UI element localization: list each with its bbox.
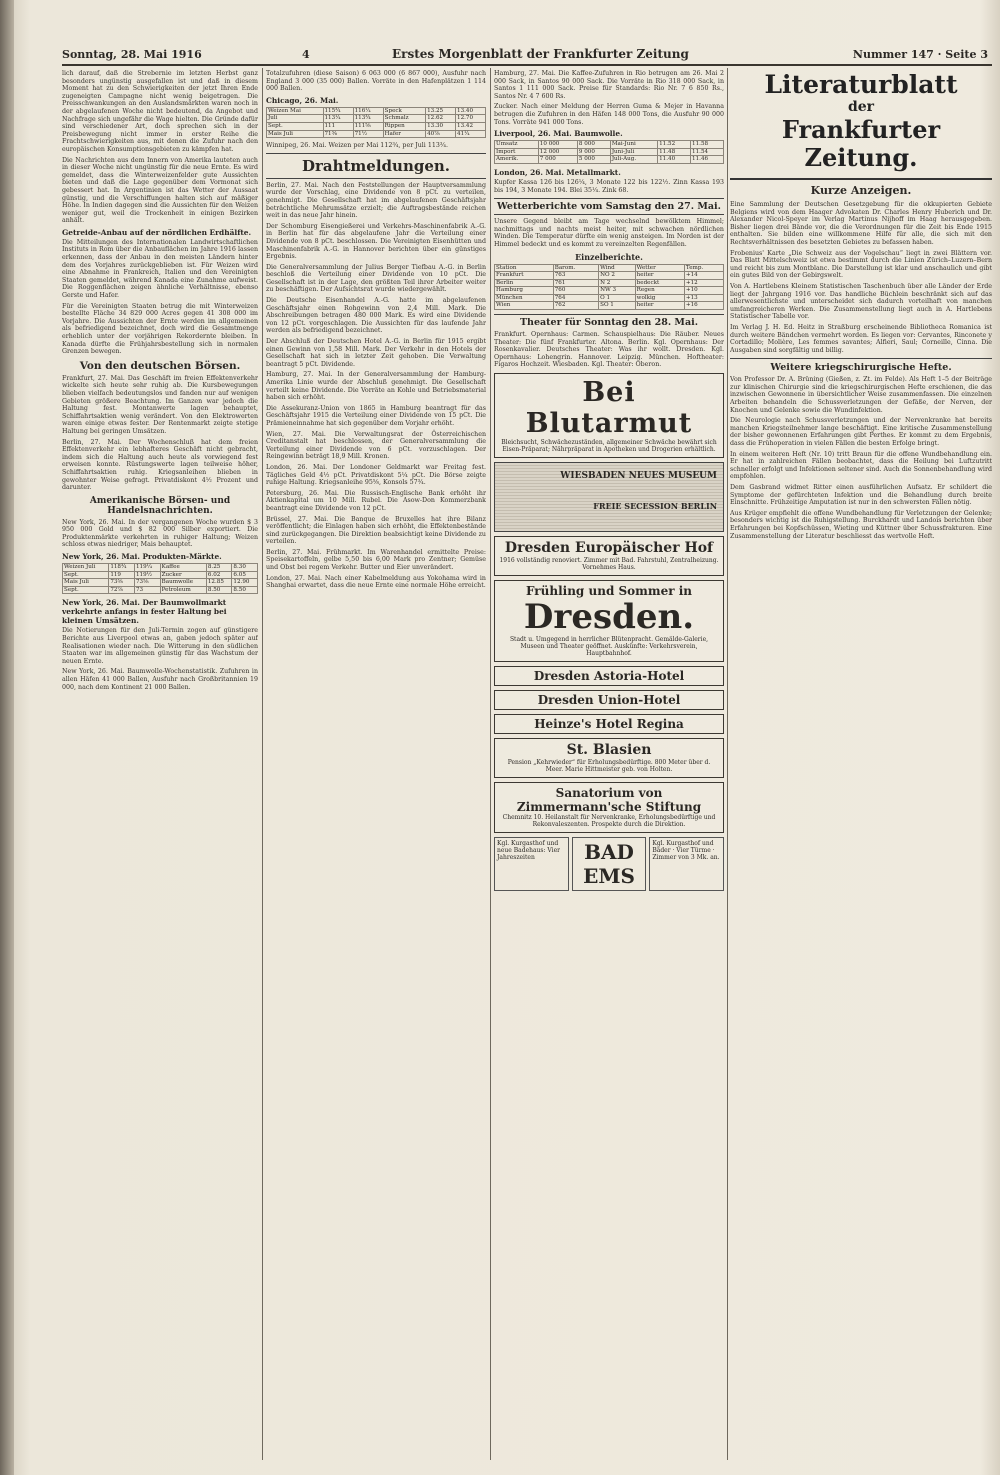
ad-text: Kgl. Kurgasthof und neue Badehaus: Vier Jahreszeiten xyxy=(494,837,569,891)
market-table-chicago xyxy=(266,107,486,138)
ad-wiesbaden-museum xyxy=(494,462,724,532)
section-title-theater: Theater für Sonntag den 28. Mai. xyxy=(494,314,724,328)
table-row: Sept. 72⅞ 73 Petroleum 8.50 8.50 xyxy=(63,586,258,594)
ad-hotel-regina xyxy=(494,714,724,734)
section-title-wetter: Wetterberichte vom Samstag den 27. Mai. xyxy=(494,198,724,215)
column-4 xyxy=(730,70,992,1460)
market-table-liverpool xyxy=(494,140,724,164)
ad-text: 1916 vollständig renoviert. Zimmer mit Bad. Fahrstuhl, Zentralheizung. Vornehmes Haus. xyxy=(499,556,719,572)
article-paragraph: Frankfurt. Opernhaus: Carmen. Schauspielhaus: Die Räuber. Neues Theater: Die fünf Frankfurter. Altona. Berlin. Kgl. Opernhaus: Der Rosenkavalier. Deutsches Theater: Was ihr wollt. Dresden. Kgl. Opernhaus: Lohengrin. Hannover. Leipzig. München. Hoftheater: Figaros Hochzeit. Wiesbaden. Kgl. Theater: Oberon. xyxy=(494,331,724,369)
section-title-amerika: Amerikanische Börsen- und Handelsnachrichten. xyxy=(89,495,231,516)
ad-headline: Sanatorium von Zimmermann'sche Stiftung xyxy=(516,785,702,814)
section-title-drahtmeldungen: Drahtmeldungen. xyxy=(266,153,486,179)
ad-text: Chemnitz 10. Heilanstalt für Nervenkranke, Erholungsbedürftige und Rekonvaleszenten. Prospekte durch die Direktion. xyxy=(502,813,716,829)
article-paragraph: Unsere Gegend bleibt am Tage wechselnd bewölktem Himmel; nachmittags und nachts meist heiter, mit schwachen nördlichen Winden. Die Temperatur dürfte ein wenig ansteigen. Im Norden ist der Himmel bedeckt und es kommt zu vereinzelten Regenfällen. xyxy=(494,218,724,248)
article-paragraph: Zucker. Nach einer Meldung der Herren Guma & Mejer in Havanna betrugen die Zufuhren in den Häfen 148 000 Tons, die Ausfuhr 90 000 Tons. Vorräte 941 000 Tons. xyxy=(494,103,724,126)
column-3 xyxy=(494,70,724,1460)
article-paragraph: In einem weiteren Heft (Nr. 10) tritt Braun für die offene Wundbehandlung ein. Er hat in zahlreichen Fällen beobachtet, dass die Heilung bei Luftzutritt schneller erfolgt und Infektionen seltener sind. Auch die Sonnenbehandlung wird empfohlen. xyxy=(730,450,992,481)
article-paragraph: Frobenius' Karte „Die Schweiz aus der Vogelschau“ liegt in zwei Blättern vor. Das Blatt Mittelschweiz ist etwa bestimmt durch die Linien Zürich–Luzern–Bern und reicht bis zum Montblanc. Die Darstellung ist klar und anschaulich und gibt ein gutes Bild von der Gebirgswelt. xyxy=(730,249,992,280)
table-row: Import 12 000 9 000 Juni-Juli 11.48 11.54 xyxy=(495,148,724,156)
ad-text: Stadt u. Umgegend in herrlicher Blütenpracht. Gemälde-Galerie, Museen und Theater geöffnet. Auskünfte: Verkehrsverein, Hauptbahnhof. xyxy=(509,635,709,658)
ad-headline: Frühling und Sommer in xyxy=(526,583,692,598)
ad-text: Pension „Kehrwieder“ für Erholungsbedürftige. 800 Meter über d. Meer. Marie Hittmeister geb. von Holten. xyxy=(507,758,711,774)
section-heading: Einzelberichte. xyxy=(575,251,643,262)
article-paragraph: Petersburg, 26. Mai. Die Russisch-Englische Bank erhöht ihr Aktienkapital um 10 Mill. Rubel. Die Asow-Don Kommerzbank beantragt eine Dividende von 12 pCt. xyxy=(266,489,486,512)
section-heading: Chicago, 26. Mai. xyxy=(266,95,339,105)
ad-bad-ems xyxy=(494,837,724,891)
ad-sanatorium xyxy=(494,782,724,833)
masthead-line: Frankfurter Zeitung. xyxy=(781,115,941,172)
article-paragraph: Der Schomburg Eisengießerei und Verkehrs-Maschinenfabrik A.-G. in Berlin hat für das abgelaufene Jahr die Verteilung einer Dividende von 8 pCt. beschlossen. Die Vereinigten Eisenhütten und Maschinenfabrik A.-G. in Hannover berichten über ein günstiges Ergebnis. xyxy=(266,222,486,261)
ad-headline: WIESBADEN NEUES MUSEUM xyxy=(560,470,717,481)
table-row: Berlin 761 N 2 bedeckt +12 xyxy=(495,279,724,287)
ad-headline: Bei Blutarmut xyxy=(525,377,693,440)
article-paragraph: Wien, 27. Mai. Die Verwaltungsrat der Österreichischen Creditanstalt hat beschlossen, der Generalversammlung die Verteilung einer Dividende von 6 pCt. vorzuschlagen. Der Reingewinn beträgt 18,9 Mill. Kronen. xyxy=(266,430,486,461)
ad-text: Kgl. Kurgasthof und Bäder · Vier Türme · Zimmer von 3 Mk. an. xyxy=(649,837,724,891)
section-heading: Liverpool, 26. Mai. Baumwolle. xyxy=(494,129,623,139)
article-paragraph: New York, 26. Mai. In der vergangenen Woche wurden $ 3 950 000 Gold und $ 82 000 Silber exportiert. Die Produktenmärkte verkehrten in ruhiger Haltung; Weizen schloss etwas niedriger, Mais behauptet. xyxy=(62,518,258,549)
literaturblatt-masthead xyxy=(730,70,992,172)
table-row: Amerik. 7 000 5 000 Juli-Aug. 11.40 11.46 xyxy=(495,156,724,164)
header-date: Sonntag, 28. Mai 1916 xyxy=(62,48,202,61)
table-row: Hamburg 760 NW 3 Regen +10 xyxy=(495,287,724,295)
table-row: Sept. 111 111⅝ Rippen 13.30 13.42 xyxy=(267,122,486,130)
masthead-line: der xyxy=(847,99,875,115)
page-header xyxy=(62,44,992,66)
column-rule xyxy=(490,68,491,1460)
masthead-line: Literaturblatt xyxy=(764,70,958,99)
table-row: Mais Juli 71⅜ 71½ Hafer 40⅞ 41¼ xyxy=(267,130,486,138)
ad-astoria-hotel xyxy=(494,666,724,686)
section-heading: New York, 26. Mai. Der Baumwollmarkt verkehrte anfangs in fester Haltung bei kleinen Umsätzen. xyxy=(62,598,227,626)
article-paragraph: Die Neurologie nach Schussverletzungen und der Nervenkranke hat bereits manchen Kriegsteilnehmer lange beschäftigt. Eine kritische Zusammenstellung der bisher gewonnenen Erfahrungen gibt Perthes. Er kommt zu dem Ergebnis, dass die Frühoperation in vielen Fällen die besten Erfolge bringt. xyxy=(730,417,992,448)
article-paragraph: Eine Sammlung der Deutschen Gesetzgebung für die okkupierten Gebiete Belgiens wird von dem Haager Advokaten Dr. Charles Henry Huberich und Dr. Alexander Nicol-Speyer im Verlag Martinus Nijhoff im Haag herausgegeben. Bisher liegen drei Bände vor, die die Verordnungen für die Zeit bis Ende 1915 enthalten. Sie bilden eine willkommene Hilfe für alle, die sich mit den Rechtsverhältnissen des besetzten Gebietes zu befassen haben. xyxy=(730,201,992,246)
article-paragraph: lich darauf, daß die Strebernie im letzten Herbst ganz besonders ungünstig ausgefallen ist und daß in diesem Moment hat zu den Schwierigkeiten der jetzt Ihren Ende zugeneigten Campagne nicht wenig beigetragen. Die Preisschwankungen an den Auslandsmärkten waren noch in der abgelaufenen Woche nicht bedeutend, da Angebot und Nachfrage sich ungefähr die Wage hielten. Die Gründe dafür sind verschiedener Art, doch sprechen sich in der Preisbewegung nicht immer in erster Reihe die Frachtschwierigkeiten aus, mit denen die Zufuhr nach den europäischen Konsumptionsgebieten zu kämpfen hat. xyxy=(62,70,258,153)
ad-headline-city: Dresden. xyxy=(523,596,695,637)
article-paragraph: Hamburg, 27. Mai. In der Generalversammlung der Hamburg-Amerika Linie wurde der Abschluß genehmigt. Die Gesellschaft verteilt keine Dividende. Die Vorräte an Kohle und Betriebsmaterial haben sich erhöht. xyxy=(266,371,486,402)
article-paragraph: Berlin, 27. Mai. Der Wochenschluß hat dem freien Effektenverkehr ein lebhafteres Geschäft nicht gebracht, indem sich die Haltung auch heute als vorwiegend fest erweisen konnte. Rüstungswerte lagen teilweise höher, Schiffahrtsaktien ruhig. Kriegsanleihen blieben in gewohnter Weise gefragt. Privatdiskont 4½ Prozent und darunter. xyxy=(62,438,258,492)
table-row: Weizen Mai 115¾ 116¼ Speck 13.25 13.40 xyxy=(267,107,486,115)
ad-headline: BAD EMS xyxy=(572,837,647,891)
article-paragraph: Winnipeg, 26. Mai. Weizen per Mai 112¾, per Juli 113¾. xyxy=(266,142,448,150)
article-paragraph: Die Nachrichten aus dem Innern von Amerika lauteten auch in dieser Woche nicht ungünstig für die neue Ernte. Es wird gemeldet, dass die Winterweizenfelder gute Aussichten bieten und daß die Lage gegenüber dem Vormonat sich gebessert hat. In Argentinien ist das Wetter der Aussaat günstig, und die Verschiffungen halten sich auf mäßiger Höhe. In Indien dagegen sind die Aussichten für den Weizen weniger gut, weil die Trockenheit in einigen Bezirken anhält. xyxy=(62,156,258,225)
article-paragraph: Frankfurt, 27. Mai. Das Geschäft im freien Effektenverkehr wickelte sich heute sehr ruhig ab. Die Kursbewegungen blieben vielfach bedeutungslos und fanden nur auf wenigen Gebieten größere Beachtung. Im Ganzen war jedoch die Haltung fest. Montanwerte lagen behauptet, Schiffahrtsaktien wenig verändert. Von den Elektrowerten waren einige etwas fester. Der Rentenmarkt zeigte stetige Haltung bei geringen Umsätzen. xyxy=(62,374,258,435)
ad-blutarmut xyxy=(494,373,724,458)
header-issue: Nummer 147 · Seite 3 xyxy=(852,48,988,61)
table-row: Umsatz 10 000 8 000 Mai-Juni 11.52 11.58 xyxy=(495,141,724,149)
article-paragraph: Die Generalversammlung der Julius Berger Tiefbau A.-G. in Berlin beschloß die Verteilung einer Dividende von 10 pCt. Die Gesellschaft ist in der Lage, den größten Teil ihrer Arbeiter weiter zu beschäftigen. Der Aufsichtsrat wurde wiedergewählt. xyxy=(266,263,486,294)
article-paragraph: London, 26. Mai. Der Londoner Geldmarkt war Freitag fest. Tägliches Geld 4½ pCt. Privatdiskont 5¼ pCt. Die Börse zeigte ruhige Haltung. Kriegsanleihe 95⅝, Konsols 57¾. xyxy=(266,463,486,487)
article-paragraph: Aus Krüger empfiehlt die offene Wundbehandlung für Verletzungen der Gelenke; besonders wichtig ist die Ruhigstellung. Burckhardt und Landois berichten über Erfahrungen bei Kopfschüssen, Wieting und Küttner über Schussfrakturen. Eine Zusammenstellung der Literatur beschliesst das wertvolle Heft. xyxy=(730,509,992,540)
ad-headline: Dresden Union-Hotel xyxy=(537,692,681,707)
weather-table xyxy=(494,264,724,311)
ad-st-blasien xyxy=(494,738,724,778)
table-row: Juli 113¼ 113¾ Schmalz 12.62 12.70 xyxy=(267,115,486,123)
article-paragraph: Brüssel, 27. Mai. Die Banque de Bruxelles hat ihre Bilanz veröffentlicht; die Einlagen haben sich erhöht, die Effektenbestände sind zurückgegangen. Die Direktion beabsichtigt keine Dividende zu verteilen. xyxy=(266,515,486,546)
section-title-kurze-anzeigen: Kurze Anzeigen. xyxy=(810,184,912,197)
article-paragraph: Die Notierungen für den Juli-Termin zogen auf günstigere Berichte aus Liverpool etwas an, gaben jedoch später auf Realisationen wieder nach. Die Witterung in den südlichen Staaten war im allgemeinen günstig für das Wachstum der neuen Ernte. xyxy=(62,627,258,665)
article-paragraph: Von A. Hartlebens Kleinem Statistischen Taschenbuch über alle Länder der Erde liegt der Jahrgang 1916 vor. Das handliche Büchlein beschränkt sich auf das allerwesentlichste und unterscheidet sich dadurch vorteilhaft von manchen umfangreicheren Werken. Die Zusammenstellung liegt auch in A. Hartlebens Statistischer Tabelle vor. xyxy=(730,282,992,321)
article-paragraph: Die Assekuranz-Union von 1865 in Hamburg beantragt für das Geschäftsjahr 1915 die Verteilung einer Dividende von 15 pCt. Die Prämieneinnahme hat sich gegenüber dem Vorjahr erhöht. xyxy=(266,404,486,427)
ad-dresden-fruehling xyxy=(494,580,724,662)
article-paragraph: Für die Vereinigten Staaten betrug die mit Winterweizen bestellte Fläche 34 829 000 Acres gegen 41 308 000 im Vorjahre. Die Aussichten der Ernte werden im allgemeinen als befriedigend bezeichnet, doch wird die Gesamtmenge erheblich unter der vorjährigen Rekordernte bleiben. In Kanada dürfte die Frühjahrsbestellung sich in normalen Grenzen bewegen. xyxy=(62,302,258,356)
divider xyxy=(730,178,992,180)
page-binding xyxy=(0,0,14,1475)
article-paragraph: Die Mitteilungen des Internationalen Landwirtschaftlichen Instituts in Rom über die Anbauflächen im Jahre 1916 lassen erkennen, dass der Anbau in den meisten Ländern hinter dem des Vorjahres zurückgeblieben ist. Für Weizen wird eine Abnahme in Frankreich, Italien und den Vereinigten Staaten gemeldet, während Kanada eine Zunahme aufweist. Die Roggenflächen zeigen ähnliche Verhältnisse, ebenso Gerste und Hafer. xyxy=(62,238,258,300)
table-row: Weizen Juli 118¾ 119¼ Kaffee 8.25 8.30 xyxy=(63,564,258,572)
article-paragraph: Im Verlag J. H. Ed. Heitz in Straßburg erscheinende Bibliotheca Romanica ist durch weitere Bändchen vermehrt worden. Es liegen vor: Cervantes, Rinconete y Cortadillo; Molière, Les femmes savantes; Alfieri, Saul; Corneille, Cinna. Die Ausgaben sind sorgfältig und billig. xyxy=(730,323,992,354)
table-row: München 764 O 1 wolkig +13 xyxy=(495,294,724,302)
article-paragraph: Von Professor Dr. A. Brüning (Gießen, z. Zt. im Felde). Als Heft 1–5 der Beiträge zur klinischen Chirurgie sind die kriegschirurgischen Hefte erschienen, die das inzwischen Gewonnene in übersichtlicher Weise zusammenfassen. Die einzelnen Arbeiten behandeln die Schussverletzungen der Gefäße, der Nerven, der Knochen und Gelenke sowie die Wundinfektion. xyxy=(730,376,992,414)
article-paragraph: Hamburg, 27. Mai. Die Kaffee-Zufuhren in Rio betrugen am 26. Mai 2 000 Sack, in Santos 90 000 Sack. Die Vorräte in Rio 318 000 Sack, in Santos 1 111 000 Sack. Preise für Standards: Rio Nr. 7 6 850 Rs., Santos Nr. 4 7 600 Rs. xyxy=(494,70,724,100)
article-paragraph: Der Abschluß der Deutschen Hotel A.-G. in Berlin für 1915 ergibt einen Gewinn von 1,58 Mill. Mark. Der Verkehr in den Hotels der Gesellschaft hat sich in letzter Zeit gehoben. Die Verwaltung beantragt 5 pCt. Dividende. xyxy=(266,338,486,368)
article-paragraph: Die Deutsche Eisenhandel A.-G. hatte im abgelaufenen Geschäftsjahr einen Rohgewinn von 2,4 Mill. Mark. Die Abschreibungen betragen 480 000 Mark. Es wird eine Dividende von 12 pCt. vorgeschlagen. Die Aussichten für das laufende Jahr werden als befriedigend bezeichnet. xyxy=(266,297,486,335)
header-masthead: Erstes Morgenblatt der Frankfurter Zeitung xyxy=(392,47,689,61)
ad-text: Bleichsucht, Schwächezuständen, allgemeiner Schwäche bewährt sich Eisen-Präparat; Nährpräparat in Apotheken und Drogerien erhältlich. xyxy=(501,439,717,454)
ad-headline: St. Blasien xyxy=(566,741,652,758)
table-row: Wien 762 SO 1 heiter +16 xyxy=(495,302,724,310)
table-row: Sept. 119 119½ Zucker 6.02 6.05 xyxy=(63,571,258,579)
header-page-number: 4 xyxy=(302,48,310,61)
article-paragraph: New York, 26. Mai. Baumwolle-Wochenstatistik. Zufuhren in allen Häfen 41 000 Ballen, Ausfuhr nach Großbritannien 19 000, nach dem Kontinent 21 000 Ballen. xyxy=(62,668,258,691)
section-heading: Getreide-Anbau auf der nördlichen Erdhälfte. xyxy=(62,227,252,237)
column-1 xyxy=(62,70,258,1460)
column-rule xyxy=(262,68,263,1460)
ad-dresden-europaeischer-hof xyxy=(494,536,724,576)
article-paragraph: Dem Gasbrand widmet Ritter einen ausführlichen Aufsatz. Er schildert die Symptome der gefürchteten Infektion und die Behandlung durch breite Einschnitte. Frühzeitige Amputation ist nur in den schwersten Fällen nötig. xyxy=(730,484,992,507)
table-row: Frankfurt 763 NO 2 heiter +14 xyxy=(495,272,724,280)
section-title-kriegschirurgische-hefte: Weitere kriegschirurgische Hefte. xyxy=(730,358,992,373)
article-paragraph: Berlin, 27. Mai. Frühmarkt. Im Warenhandel ermittelte Preise: Speisekartoffeln, gelbe 5,50 bis 6,00 Mark pro Zentner; Gemüse und Obst bei regem Verkehr. Butter und Eier unverändert. xyxy=(266,548,486,572)
ad-headline: Dresden Europäischer Hof xyxy=(504,539,714,556)
ad-union-hotel xyxy=(494,690,724,710)
section-title-boersen: Von den deutschen Börsen. xyxy=(79,359,241,372)
article-paragraph: Kupfer Kassa 126 bis 126¼, 3 Monate 122 bis 122½. Zinn Kassa 193 bis 194, 3 Monate 194. Blei 35¼. Zink 68. xyxy=(494,178,724,194)
ad-headline: FREIE SECESSION BERLIN xyxy=(593,500,717,511)
ad-headline: Heinze's Hotel Regina xyxy=(534,716,684,731)
article-paragraph: Totalzufuhren (diese Saison) 6 063 000 (6 867 000), Ausfuhr nach England 3 000 (35 000) Ballen. Vorräte in den Hafenplätzen 1 114 000 Ballen. xyxy=(266,70,486,93)
article-paragraph: London, 27. Mai. Nach einer Kabelmeldung aus Yokohama wird in Shanghai erwartet, dass die neue Ernte eine normale Höhe erreicht. xyxy=(266,574,486,590)
section-heading: New York, 26. Mai. Produkten-Märkte. xyxy=(62,552,222,562)
section-heading: London, 26. Mai. Metallmarkt. xyxy=(494,167,621,177)
column-2 xyxy=(266,70,486,1460)
article-paragraph: Berlin, 27. Mai. Nach den Feststellungen der Hauptversammlung wurde der Vorschlag, eine Dividende von 8 pCt. zu verteilen, genehmigt. Die Gesellschaft hat im abgelaufenen Geschäftsjahr beträchtliche Mehrumsätze erzielt; die Auftragsbestände reichen weit in das neue Jahr hinein. xyxy=(266,181,486,220)
market-table-newyork xyxy=(62,563,258,594)
table-row: Station Barom. Wind Wetter Temp. xyxy=(495,264,724,272)
table-row: Mais Juli 73⅜ 73⅝ Baumwolle 12.85 12.90 xyxy=(63,579,258,587)
ad-headline: Dresden Astoria-Hotel xyxy=(533,668,685,683)
column-rule xyxy=(727,68,728,1460)
